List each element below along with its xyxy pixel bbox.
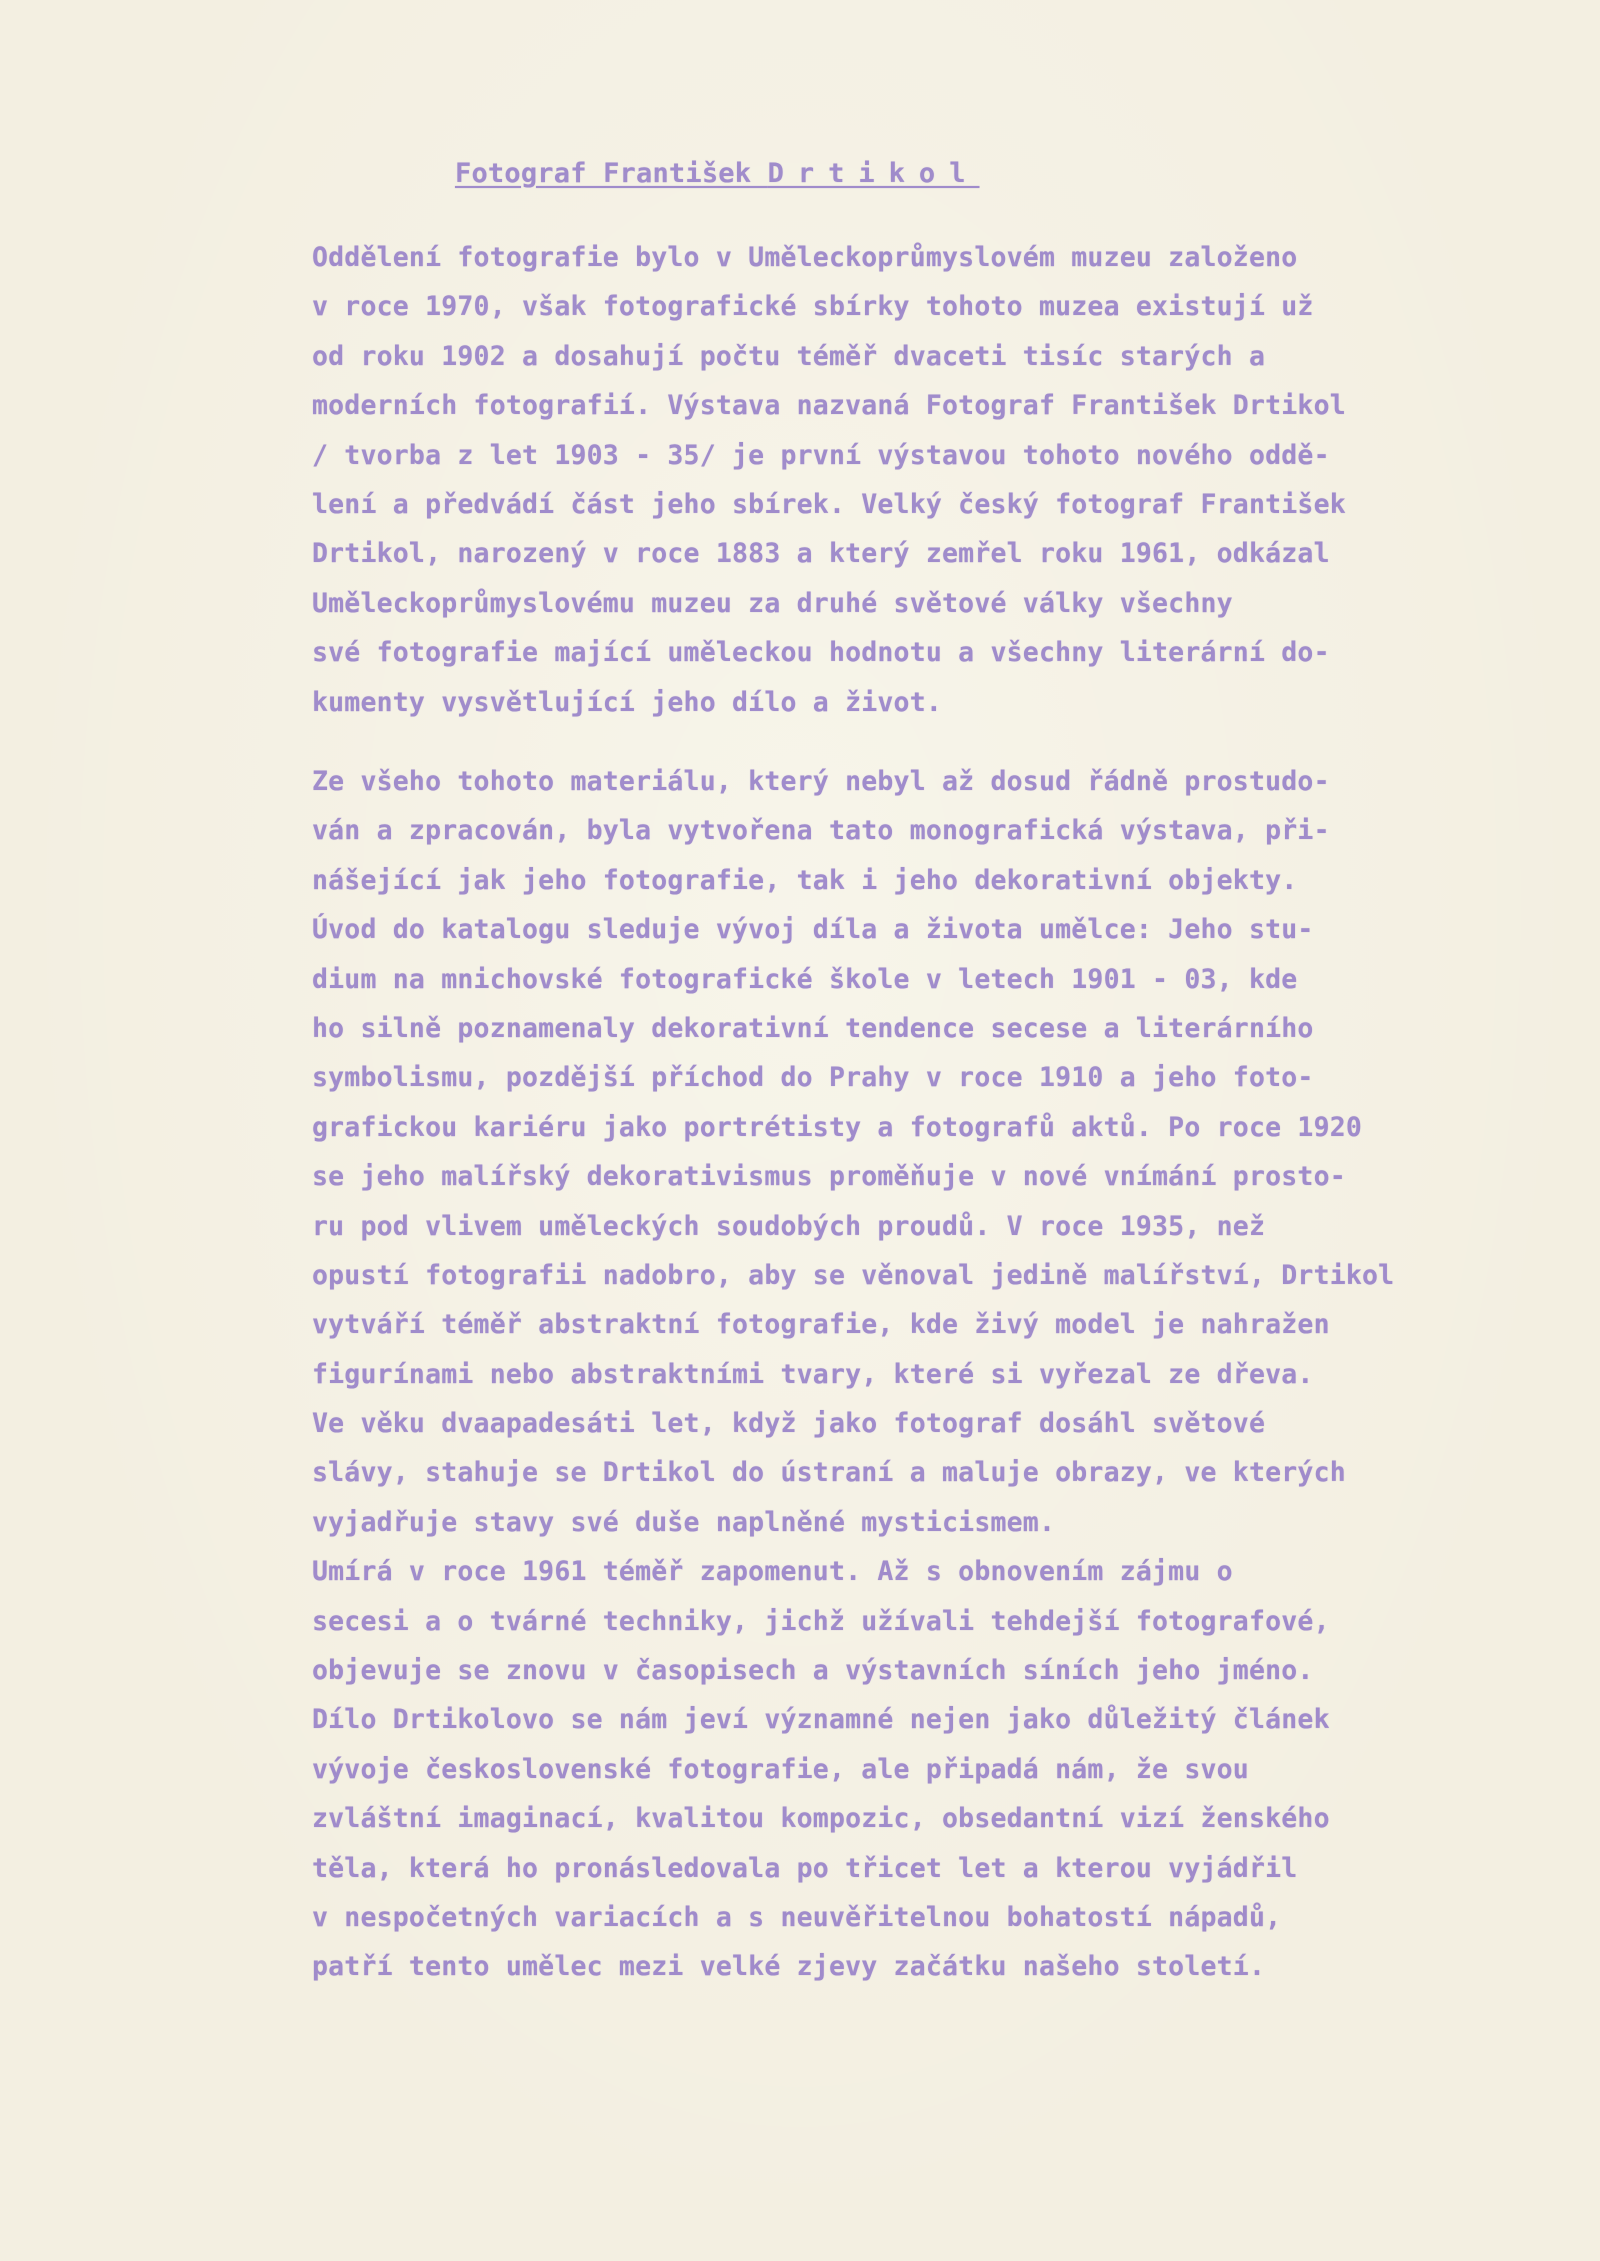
paragraph-2 — [312, 757, 1492, 1992]
text-line: Drtikol, narozený v roce 1883 a který zemřel roku 1961, odkázal — [312, 538, 1330, 570]
text-line: figurínami nebo abstraktními tvary, které si vyřezal ze dřeva. — [312, 1358, 1314, 1390]
text-line: patří tento umělec mezi velké zjevy začátku našeho století. — [312, 1951, 1266, 1983]
text-line: secesi a o tvárné techniky, jichž užívali tehdejší fotografové, — [312, 1605, 1330, 1637]
text-line: objevuje se znovu v časopisech a výstavních síních jeho jméno. — [312, 1655, 1314, 1687]
text-line: lení a předvádí část jeho sbírek. Velký český fotograf František — [312, 488, 1346, 520]
text-line: Ve věku dvaapadesáti let, když jako fotograf dosáhl světové — [312, 1408, 1266, 1440]
text-line: v roce 1970, však fotografické sbírky tohoto muzea existují už — [312, 291, 1314, 323]
text-line: moderních fotografií. Výstava nazvaná Fotograf František Drtikol — [312, 390, 1346, 422]
text-line: ru pod vlivem uměleckých soudobých proudů. V roce 1935, než — [312, 1210, 1266, 1242]
text-line: grafickou kariéru jako portrétisty a fotografů aktů. Po roce 1920 — [312, 1111, 1363, 1143]
title-surname: Drtikol — [767, 158, 980, 189]
text-line: zvláštní imaginací, kvalitou kompozic, obsedantní vizí ženského — [312, 1803, 1330, 1835]
text-line: symbolismu, pozdější příchod do Prahy v roce 1910 a jeho foto- — [312, 1062, 1314, 1094]
text-line: Úvod do katalogu sleduje vývoj díla a života umělce: Jeho stu- — [312, 914, 1314, 946]
text-line: Oddělení fotografie bylo v Uměleckoprůmyslovém muzeu založeno — [312, 242, 1298, 273]
text-line: ván a zpracován, byla vytvořena tato monografická výstava, při- — [312, 815, 1330, 847]
text-line: opustí fotografii nadobro, aby se věnoval jedině malířství, Drtikol — [312, 1259, 1395, 1291]
text-line: od roku 1902 a dosahují počtu téměř dvaceti tisíc starých a — [312, 340, 1266, 372]
text-line: dium na mnichovské fotografické škole v letech 1901 - 03, kde — [312, 963, 1298, 995]
text-line: vyjadřuje stavy své duše naplněné mysticismem. — [312, 1506, 1056, 1538]
text-line: své fotografie mající uměleckou hodnotu a všechny literární do- — [312, 637, 1330, 669]
text-line: / tvorba z let 1903 - 35/ je první výstavou tohoto nového oddě- — [312, 439, 1330, 471]
text-line: ho silně poznamenaly dekorativní tendence secese a literárního — [312, 1012, 1314, 1044]
paragraph-1 — [312, 233, 1492, 727]
text-line: těla, která ho pronásledovala po třicet let a kterou vyjádřil — [312, 1852, 1298, 1884]
text-line: Ze všeho tohoto materiálu, který nebyl až dosud řádně prostudo- — [312, 766, 1330, 797]
text-line: nášející jak jeho fotografie, tak i jeho dekorativní objekty. — [312, 864, 1298, 896]
title-prefix: Fotograf František — [455, 158, 768, 189]
text-line: kumenty vysvětlující jeho dílo a život. — [312, 686, 943, 718]
text-line: se jeho malířský dekorativismus proměňuje v nové vnímání prosto- — [312, 1161, 1346, 1193]
document-title — [455, 158, 979, 189]
text-line: vytváří téměř abstraktní fotografie, kde živý model je nahražen — [312, 1309, 1330, 1341]
text-line: slávy, stahuje se Drtikol do ústraní a maluje obrazy, ve kterých — [312, 1457, 1346, 1489]
text-line: Uměleckoprůmyslovému muzeu za druhé světové války všechny — [312, 587, 1233, 619]
text-line: vývoje československé fotografie, ale připadá nám, že svou — [312, 1753, 1249, 1785]
text-line: v nespočetných variacích a s neuvěřitelnou bohatostí nápadů, — [312, 1901, 1282, 1933]
text-line: Dílo Drtikolovo se nám jeví významné nejen jako důležitý článek — [312, 1704, 1330, 1736]
text-line: Umírá v roce 1961 téměř zapomenut. Až s obnovením zájmu o — [312, 1556, 1233, 1588]
